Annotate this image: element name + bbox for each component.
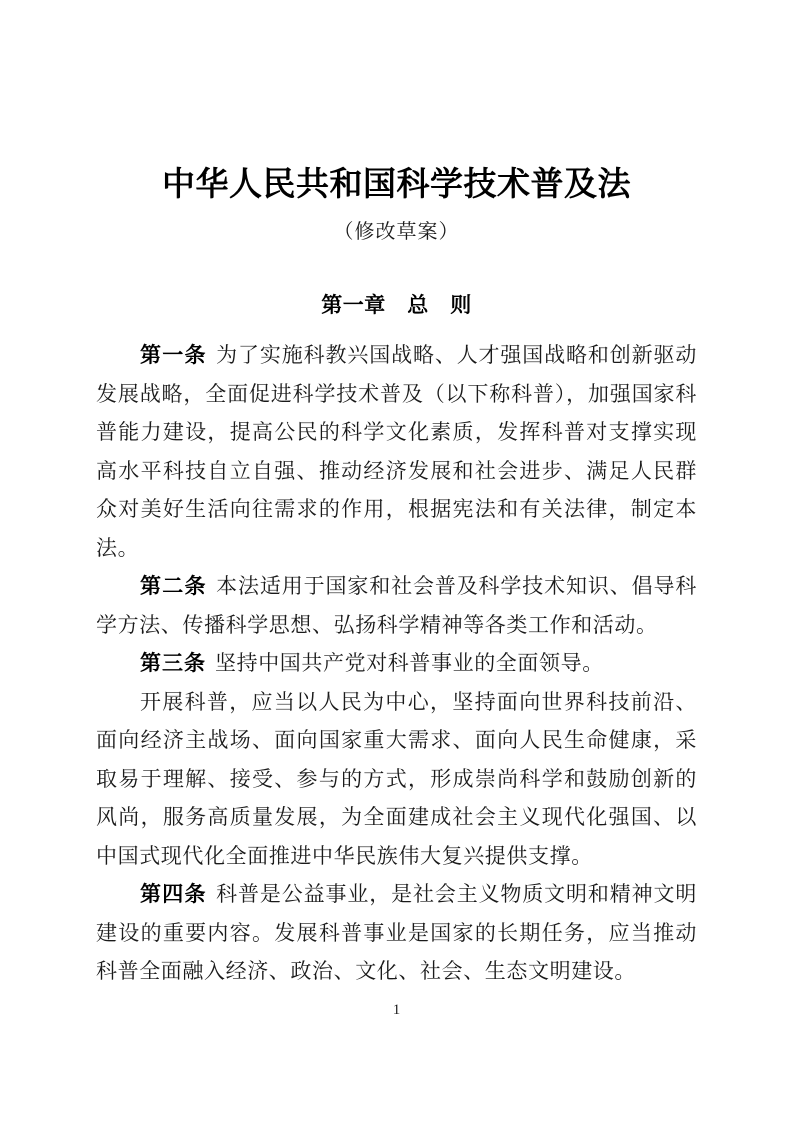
- chapter-heading: 第一章 总 则: [321, 293, 472, 317]
- article-text: 坚持中国共产党对科普事业的全面领导。: [215, 651, 604, 675]
- article-paragraph: [96, 567, 697, 644]
- article-number: 第二条: [140, 574, 207, 598]
- article-number: 第一条: [140, 343, 207, 367]
- article-paragraph: [96, 683, 697, 876]
- article-text: 本法适用于国家和社会普及科学技术知识、倡导科学方法、传播科学思想、弘扬科学精神等各类工作和活动。: [96, 574, 698, 637]
- article-paragraph: [96, 875, 697, 991]
- articles-body: [96, 320, 697, 991]
- document-subtitle: （修改草案）: [333, 221, 460, 243]
- article-paragraph: [96, 644, 697, 683]
- document-content-column: [96, 0, 697, 991]
- article-text: 开展科普，应当以人民为中心，坚持面向世界科技前沿、面向经济主战场、面向国家重大需求、面向人民生命健康，采取易于理解、接受、参与的方式，形成崇尚科学和鼓励创新的风尚，服务高质量发展，为全面建成社会主义现代化强国、以中国式现代化全面推进中华民族伟大复兴提供支撑。: [96, 689, 697, 868]
- article-number: 第三条: [140, 651, 206, 675]
- article-text: 科普是公益事业，是社会主义物质文明和精神文明建设的重要内容。发展科普事业是国家的长期任务，应当推动科普全面融入经济、政治、文化、社会、生态文明建设。: [96, 882, 698, 983]
- article-paragraph: [96, 336, 697, 567]
- article-text: 为了实施科教兴国战略、人才强国战略和创新驱动发展战略，全面促进科学技术普及（以下称科普），加强国家科普能力建设，提高公民的科学文化素质，发挥科普对支撑实现高水平科技自立自强、推动经济发展和社会进步、满足人民群众对美好生活向往需求的作用，根据宪法和有关法律，制定本法。: [96, 343, 698, 560]
- page-title: 中华人民共和国科学技术普及法: [162, 164, 631, 203]
- page-number: 1: [392, 1002, 401, 1018]
- article-number: 第四条: [140, 882, 207, 906]
